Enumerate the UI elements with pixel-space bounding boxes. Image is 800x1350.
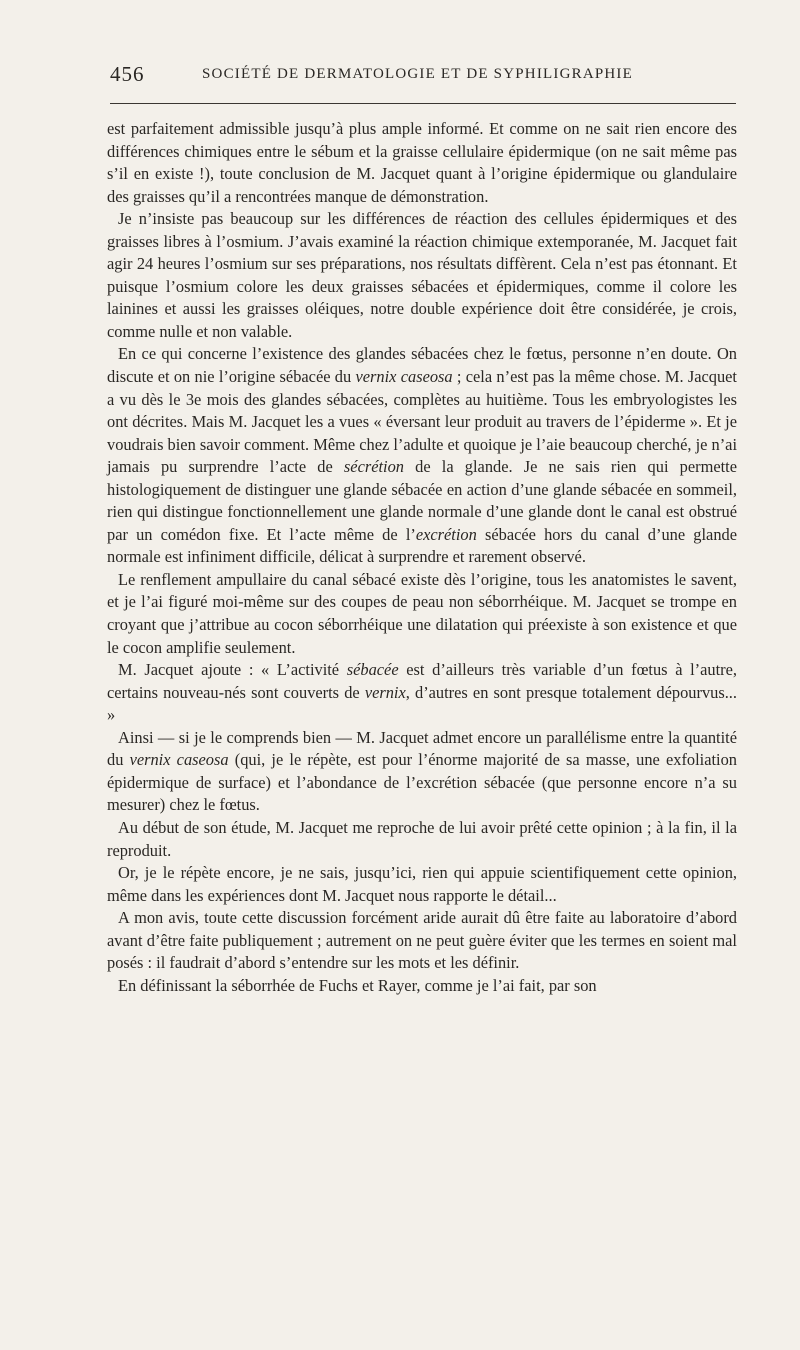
page-header: [110, 62, 736, 92]
header-rule: [110, 103, 736, 104]
paragraph: [107, 659, 737, 727]
paragraph: [107, 727, 737, 817]
text-run: sébacée hors du canal d’une glande normale est infiniment difficile, délicat à surprendre et rarement observé.: [107, 524, 737, 567]
paragraph: [107, 907, 737, 975]
italic-run: excrétion: [415, 524, 477, 544]
text-run: (qui, je le répète, est pour l’énorme majorité de sa masse, une exfoliation épidermique de surface) et l’abondance de l’excrétion sébacée (que personne encore n’a su mesurer) chez le fœtus.: [107, 750, 737, 815]
text-run: En définissant la séborrhée de Fuchs et Rayer, comme je l’ai fait, par son: [118, 975, 597, 995]
paragraph: [107, 208, 737, 343]
text-run: A mon avis, toute cette discussion forcément aride aurait dû être faite au laboratoire d’abord avant d’être faite publiquement ; autrement on ne peut guère éviter que les termes en soient mal posés : il faudrait d’abord s’entendre sur les mots et les définir.: [107, 908, 737, 973]
text-run: Je n’insiste pas beaucoup sur les différences de réaction des cellules épidermiques et des graisses libres à l’osmium. J’avais examiné la réaction chimique extemporanée, M. Jacquet fait agir 24 heures l’osmium sur ses préparations, nos résultats diffèrent. Cela n’est pas étonnant. Et puisque l’osmium colore les deux graisses sébacées et épidermiques, comme il colore les lainines et aussi les graisses oléiques, notre double expérience doit être considérée, je crois, comme nulle et non valable.: [107, 209, 737, 341]
text-run: Ainsi — si je le comprends bien — M. Jacquet admet encore un parallélisme entre la quantité du: [107, 727, 737, 770]
text-run: est parfaitement admissible jusqu’à plus ample informé. Et comme on ne sait rien encore des différences chimiques entre le sébum et la graisse cellulaire épidermique (on ne sait même pas s’il en existe !), toute conclusion de M. Jacquet quant à l’origine épidermique ou glandulaire des graisses qu’il a rencontrées manque de démonstration.: [107, 119, 737, 206]
text-run: est d’ailleurs très variable d’un fœtus à l’autre, certains nouveau-nés sont couverts de: [107, 660, 737, 702]
text-run: , d’autres en sont presque totalement dépourvus... »: [107, 682, 737, 725]
text-run: Le renflement ampullaire du canal sébacé existe dès l’origine, tous les anatomistes le savent, et je l’ai figuré moi-même sur des coupes de peau non séborrhéique. M. Jacquet se trompe en croyant que j’attribue au cocon séborrhéique une dilatation qui préexiste à son existence et que le cocon amplifie seulement.: [107, 569, 737, 657]
paragraph: [107, 343, 737, 568]
text-run: de la glande. Je ne sais rien qui permette histologiquement de distinguer une glande sébacée en action d’une glande sébacée en sommeil, rien qui distingue fonctionnellement une glande normale d’une glande dont le canal est obstrué par un comédon fixe. Et l’acte même de l’: [107, 457, 737, 544]
text-run: Au début de son étude, M. Jacquet me reproche de lui avoir prêté cette opinion ; à la fin, il la reproduit.: [107, 817, 737, 860]
text-run: En ce qui concerne l’existence des glandes sébacées chez le fœtus, personne n’en doute. On discute et on nie l’origine sébacée du: [107, 344, 737, 387]
italic-run: vernix: [364, 682, 406, 702]
page-number: 456: [110, 62, 145, 86]
text-run: M. Jacquet ajoute : « L’activité: [118, 660, 347, 680]
paragraph: [107, 118, 737, 208]
italic-run: vernix caseosa: [355, 367, 453, 387]
body-text: [107, 118, 737, 997]
italic-run: sébacée: [346, 660, 399, 680]
paragraph: [107, 817, 737, 862]
italic-run: sécrétion: [343, 457, 405, 477]
paragraph: [107, 975, 737, 998]
text-run: ; cela n’est pas la même chose. M. Jacquet a vu dès le 3e mois des glandes sébacées, complètes au huitième. Tous les embryologistes les ont décrites. Mais M. Jacquet les a vues « éversant leur produit au travers de l’épiderme ». Et je voudrais bien savoir comment. Même chez l’adulte et quoique je l’aie beaucoup cherché, je n’ai jamais pu surprendre l’acte de: [107, 367, 737, 477]
italic-run: vernix caseosa: [129, 750, 229, 770]
paragraph: [107, 862, 737, 907]
paragraph: [107, 569, 737, 659]
text-run: Or, je le répète encore, je ne sais, jusqu’ici, rien qui appuie scientifiquement cette opinion, même dans les expériences dont M. Jacquet nous rapporte le détail...: [107, 863, 737, 905]
running-title: SOCIÉTÉ DE DERMATOLOGIE ET DE SYPHILIGRAPHIE: [202, 66, 633, 82]
